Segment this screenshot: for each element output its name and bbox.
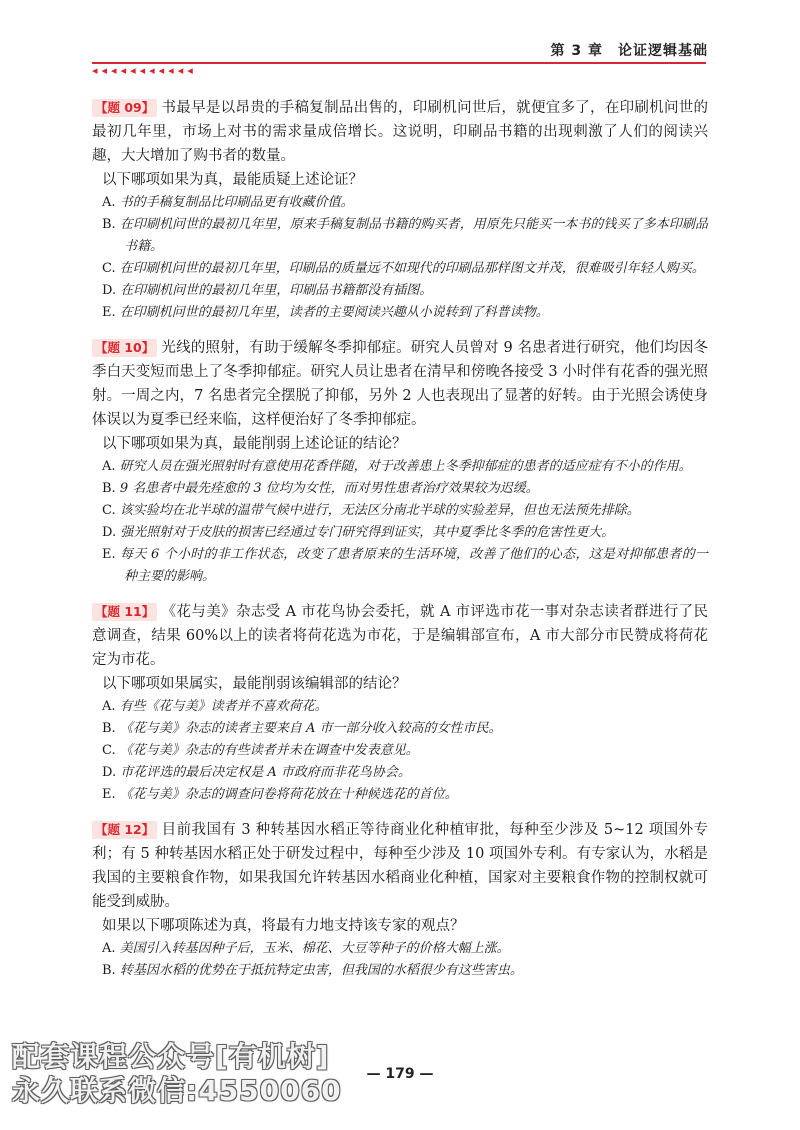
option-a: A. 美国引入转基因种子后，玉米、棉花、大豆等种子的价格大幅上涨。 [102, 941, 510, 956]
option-d: D. 强光照射对于皮肤的损害已经通过专门研究得到证实，其中夏季比冬季的危害性更大。 [102, 525, 615, 540]
option-a: A. 有些《花与美》读者并不喜欢荷花。 [102, 699, 328, 714]
watermark-line-1: 配套课程公众号[有机树] [12, 1040, 330, 1073]
question-tag: 【题 12】 [92, 821, 157, 839]
question-prompt: 以下哪项如果为真，最能削弱上述论证的结论？ [102, 436, 407, 452]
question-12 [92, 818, 708, 982]
watermark-line-2: 永久联系微信:4550060 [12, 1074, 342, 1107]
option-d: D. 市花评选的最后决定权是 A 市政府而非花鸟协会。 [102, 765, 411, 780]
header-dots-decoration: ◂◂◂◂◂◂◂◂◂◂◂ [92, 64, 197, 77]
option-e: E. 《花与美》杂志的调查问卷将荷花放在十种候选花的首位。 [102, 787, 458, 802]
question-stem: 光线的照射，有助于缓解冬季抑郁症。研究人员曾对 9 名患者进行研究，他们均因冬季白天变短而患上了冬季抑郁症。研究人员让患者在清早和傍晚各接受 3 小时伴有花香的强光照射。一周之内，7 名患者完全摆脱了抑郁，另外 2 人也表现出了显著的好转。由于光照会诱使身体误以为夏季已经来临，这样便治好了冬季抑郁症。 [92, 340, 708, 428]
option-a: A. 书的手稿复制品比印刷品更有收藏价值。 [102, 195, 354, 210]
page-number: — 179 — [366, 1066, 434, 1082]
question-prompt: 以下哪项如果属实，最能削弱该编辑部的结论？ [102, 676, 407, 692]
watermark [12, 1040, 342, 1108]
option-b: B. 转基因水稻的优势在于抵抗特定虫害，但我国的水稻很少有这些害虫。 [102, 963, 523, 978]
page-content [92, 96, 708, 994]
question-stem: 书最早是以昂贵的手稿复制品出售的，印刷机问世后，就便宜多了，在印刷机问世的最初几年里，市场上对书的需求量成倍增长。这说明，印刷品书籍的出现刺激了人们的阅读兴趣，大大增加了购书者的数量。 [92, 100, 708, 164]
question-11 [92, 600, 708, 806]
chapter-title: 第 3 章 论证逻辑基础 [550, 43, 708, 59]
option-c: C. 《花与美》杂志的有些读者并未在调查中发表意见。 [102, 743, 419, 758]
option-c: C. 该实验均在北半球的温带气候中进行，无法区分南北半球的实验差异，但也无法预先排除。 [102, 503, 640, 518]
option-e: E. 每天 6 个小时的非工作状态，改变了患者原来的生活环境，改善了他们的心态，这是对抑郁患者的一种主要的影响。 [102, 547, 708, 584]
option-e: E. 在印刷机问世的最初几年里，读者的主要阅读兴趣从小说转到了科普读物。 [102, 305, 549, 320]
option-a: A. 研究人员在强光照射时有意使用花香伴随，对于改善患上冬季抑郁症的患者的适应症有不小的作用。 [102, 459, 692, 474]
question-prompt: 如果以下哪项陈述为真，将最有力地支持该专家的观点？ [102, 918, 465, 934]
option-d: D. 在印刷机问世的最初几年里，印刷品书籍都没有插图。 [102, 283, 433, 298]
question-10 [92, 336, 708, 588]
option-c: C. 在印刷机问世的最初几年里，印刷品的质量远不如现代的印刷品那样图文并茂，很难吸引年轻人购买。 [102, 261, 705, 276]
question-tag: 【题 10】 [92, 339, 157, 357]
option-b: B. 《花与美》杂志的读者主要来自 A 市一部分收入较高的女性市民。 [102, 721, 502, 736]
question-tag: 【题 11】 [92, 603, 157, 621]
option-b: B. 9 名患者中最先痊愈的 3 位均为女性，而对男性患者治疗效果较为迟缓。 [102, 481, 539, 496]
question-stem: 目前我国有 3 种转基因水稻正等待商业化种植审批，每种至少涉及 5~12 项国外专利；有 5 种转基因水稻正处于研发过程中，每种至少涉及 10 项国外专利。有专家认为，水稻是我国的主要粮食作物，如果我国允许转基因水稻商业化种植，国家对主要粮食作物的控制权就可能受到威胁。 [92, 822, 708, 910]
question-09 [92, 96, 708, 324]
option-b: B. 在印刷机问世的最初几年里，原来手稿复制品书籍的购买者，用原先只能买一本书的钱买了多本印刷品书籍。 [102, 217, 708, 254]
question-stem: 《花与美》杂志受 A 市花鸟协会委托，就 A 市评选市花一事对杂志读者群进行了民意调查，结果 60%以上的读者将荷花选为市花，于是编辑部宣布，A 市大部分市民赞成将荷花定为市花。 [92, 604, 708, 668]
question-prompt: 以下哪项如果为真，最能质疑上述论证？ [102, 172, 363, 188]
page-header [0, 0, 800, 80]
question-tag: 【题 09】 [92, 99, 157, 117]
